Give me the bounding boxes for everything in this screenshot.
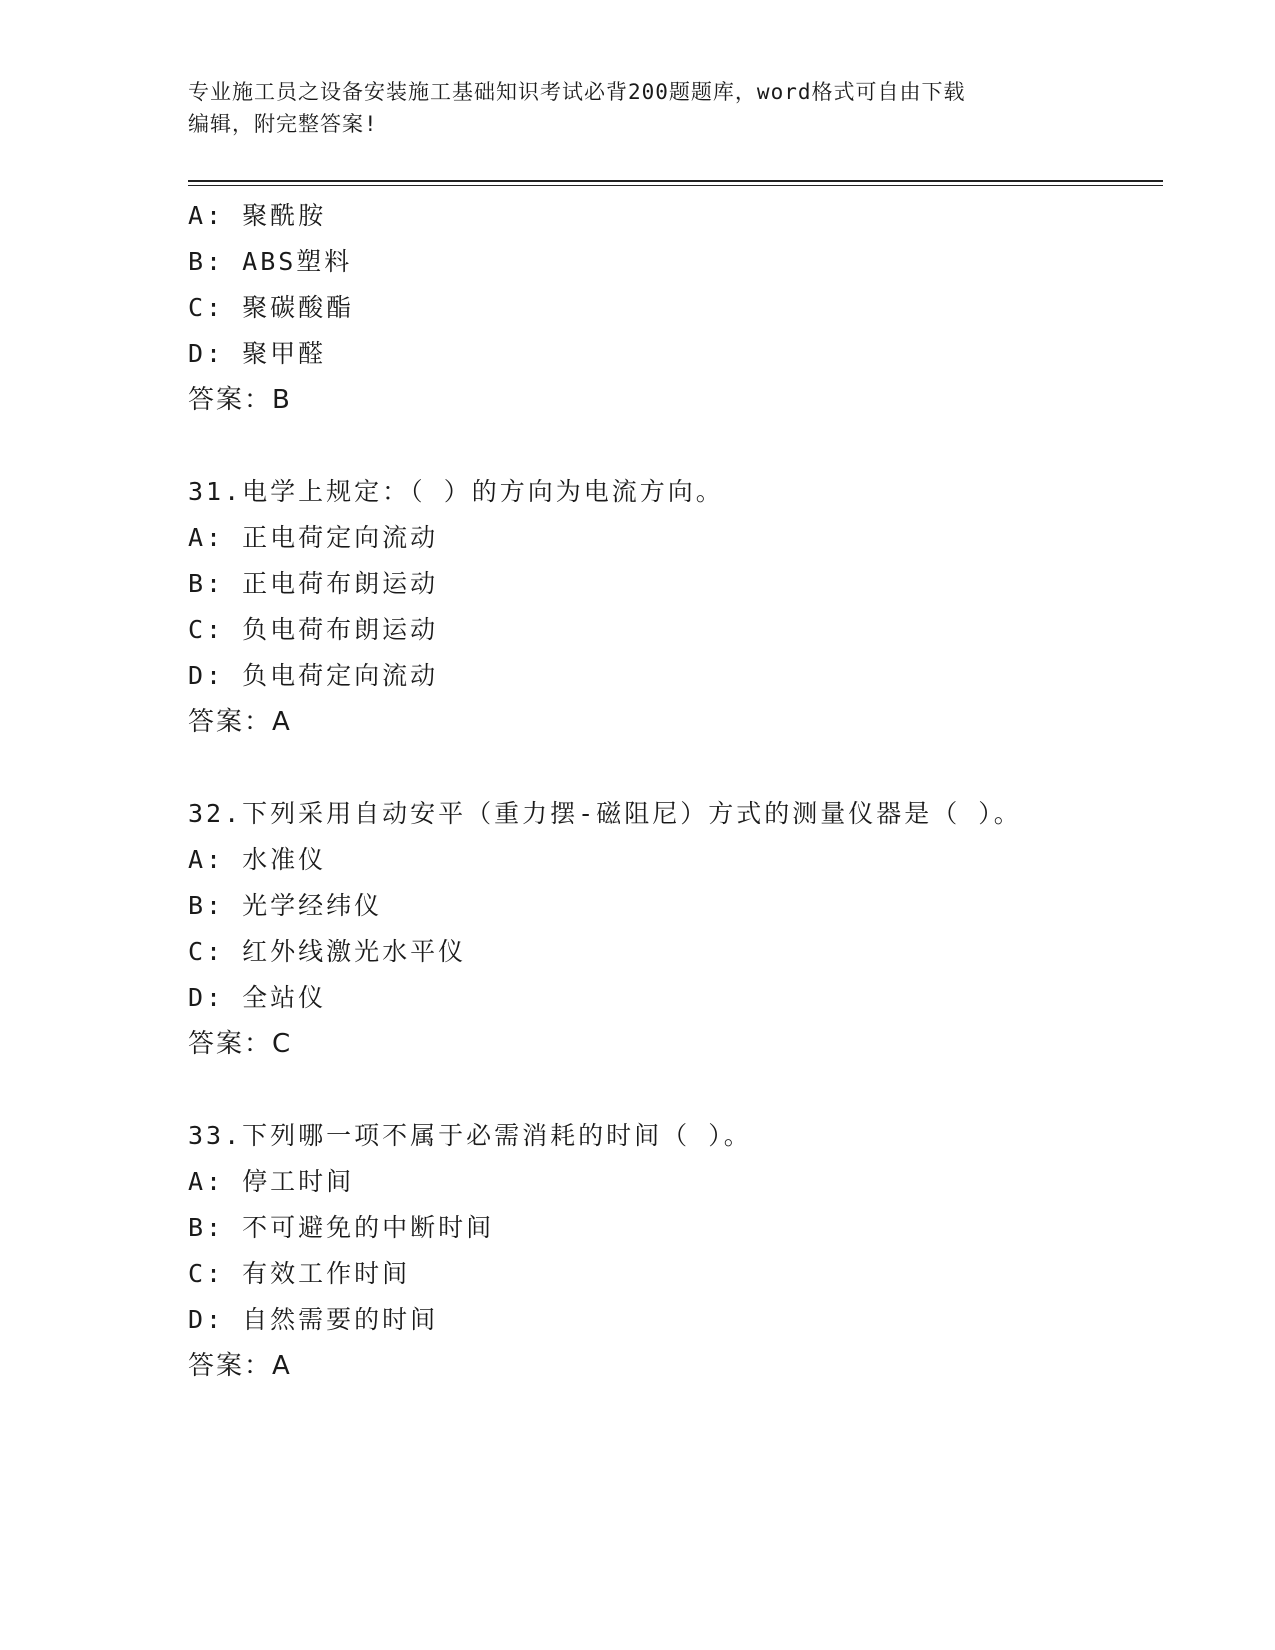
option-b: B: ABS塑料 (188, 247, 353, 276)
option-c: C: 红外线激光水平仪 (188, 937, 467, 966)
option-b: B: 正电荷布朗运动 (188, 569, 439, 598)
option-b: B: 不可避免的中断时间 (188, 1213, 495, 1242)
option-b: B: 光学经纬仪 (188, 891, 383, 920)
document-header (188, 76, 1108, 140)
option-c: C: 聚碳酸酯 (188, 293, 355, 322)
header-divider-thin (188, 185, 1163, 186)
option-c: C: 负电荷布朗运动 (188, 615, 439, 644)
question-list (188, 193, 1188, 1389)
option-a: A: 停工时间 (188, 1167, 355, 1196)
answer: 答案：C (188, 1029, 293, 1059)
option-d: D: 负电荷定向流动 (188, 661, 439, 690)
header-line-2: 编辑，附完整答案! (188, 112, 378, 136)
option-a: A: 水准仪 (188, 845, 327, 874)
question-stem: 31.电学上规定：（ ）的方向为电流方向。 (188, 477, 724, 506)
question-31 (188, 469, 1188, 745)
answer: 答案：B (188, 385, 292, 415)
question-33 (188, 1113, 1188, 1389)
header-divider-thick (188, 180, 1163, 182)
option-d: D: 全站仪 (188, 983, 327, 1012)
option-c: C: 有效工作时间 (188, 1259, 411, 1288)
answer: 答案：A (188, 707, 292, 737)
option-d: D: 自然需要的时间 (188, 1305, 439, 1334)
question-32 (188, 791, 1188, 1067)
option-a: A: 正电荷定向流动 (188, 523, 439, 552)
question-stem: 32.下列采用自动安平（重力摆-磁阻尼）方式的测量仪器是（ ）。 (188, 799, 1022, 828)
question-stem: 33.下列哪一项不属于必需消耗的时间（ ）。 (188, 1121, 752, 1150)
option-a: A: 聚酰胺 (188, 201, 327, 230)
answer: 答案：A (188, 1351, 292, 1381)
header-line-1: 专业施工员之设备安装施工基础知识考试必背200题题库，word格式可自由下载 (188, 80, 966, 104)
question-partial (188, 193, 1188, 423)
option-d: D: 聚甲醛 (188, 339, 327, 368)
